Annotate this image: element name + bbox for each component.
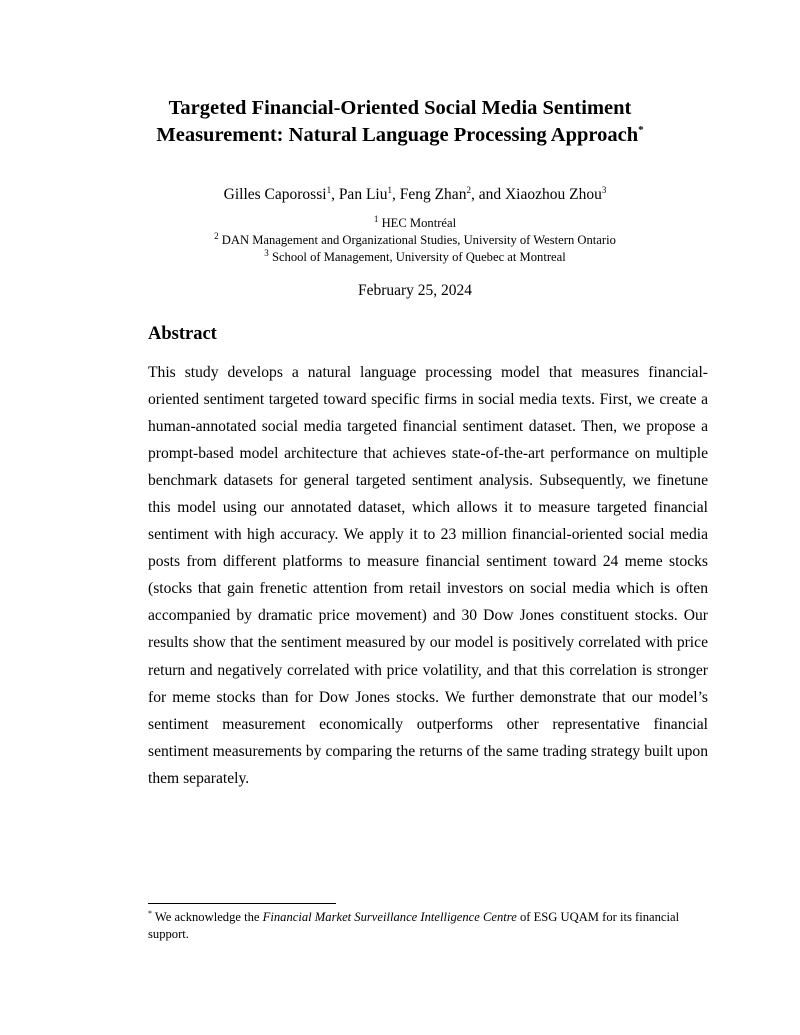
- affiliation-text: HEC Montréal: [381, 216, 457, 230]
- affiliation-number: 2: [214, 230, 219, 241]
- paper-title-line-2: [100, 122, 700, 149]
- author-affiliation-number: 3: [601, 184, 607, 195]
- author-name: Xiaozhou Zhou: [504, 186, 602, 203]
- title-footnote-marker: *: [638, 124, 644, 137]
- author-separator: , and: [470, 186, 505, 203]
- footnote-divider: [148, 903, 336, 904]
- author-name: Gilles Caporossi: [223, 186, 327, 203]
- author-separator: ,: [391, 186, 400, 203]
- affiliation-number: 1: [373, 213, 379, 224]
- author-list: [100, 185, 730, 205]
- affiliation-number: 3: [264, 247, 269, 258]
- author-separator: ,: [331, 186, 339, 203]
- footnote: [148, 909, 708, 942]
- affiliation-list: [100, 215, 730, 266]
- publication-date: February 25, 2024: [357, 282, 473, 299]
- author-affiliation-number: 1: [326, 184, 332, 195]
- affiliation-item: [100, 215, 730, 232]
- affiliation-item: [100, 249, 730, 266]
- author-affiliation-number: 1: [387, 184, 392, 195]
- author-name: Pan Liu: [338, 186, 388, 203]
- footnote-prefix: We acknowledge the: [154, 910, 263, 924]
- affiliation-item: [100, 232, 730, 249]
- footnote-italic-text: Financial Market Surveillance Intelligence Centre: [262, 910, 517, 924]
- paper-title: [100, 95, 700, 149]
- affiliation-text: School of Management, University of Quebec at Montreal: [271, 250, 566, 264]
- author-name: Feng Zhan: [399, 186, 467, 203]
- author-affiliation-number: 2: [466, 184, 471, 195]
- abstract-heading: Abstract: [148, 324, 217, 344]
- paper-title-line-2-text: Measurement: Natural Language Processing Approach: [156, 124, 639, 146]
- affiliation-text: DAN Management and Organizational Studies, University of Western Ontario: [221, 233, 616, 247]
- abstract-body: This study develops a natural language processing model that measures financial-oriented sentiment targeted toward specific firms in social media texts. First, we create a human-annotated social media targeted financial sentiment dataset. Then, we propose a prompt-based model architecture that achieves state-of-the-art performance on multiple benchmark datasets for general targeted sentiment analysis. Subsequently, we finetune this model using our annotated dataset, which allows it to measure targeted financial sentiment with high accuracy. We apply it to 23 million financial-oriented social media posts from different platforms to measure financial sentiment toward 24 meme stocks (stocks that gain frenetic attention from retail investors on social media which is often accompanied by dramatic price movement) and 30 Dow Jones constituent stocks. Our results show that the sentiment measured by our model is positively correlated with price return and negatively correlated with price volatility, and that this correlation is stronger for meme stocks than for Dow Jones stocks. We further demonstrate that our model’s sentiment measurement economically outperforms other representative financial sentiment measurements by comparing the returns of the same trading strategy built upon them separately.: [148, 364, 708, 787]
- paper-title-line-1: Targeted Financial-Oriented Social Media Sentiment: [168, 97, 632, 119]
- footnote-marker: *: [148, 908, 152, 918]
- footnote-suffix: of ESG UQAM for its financial support.: [148, 910, 680, 941]
